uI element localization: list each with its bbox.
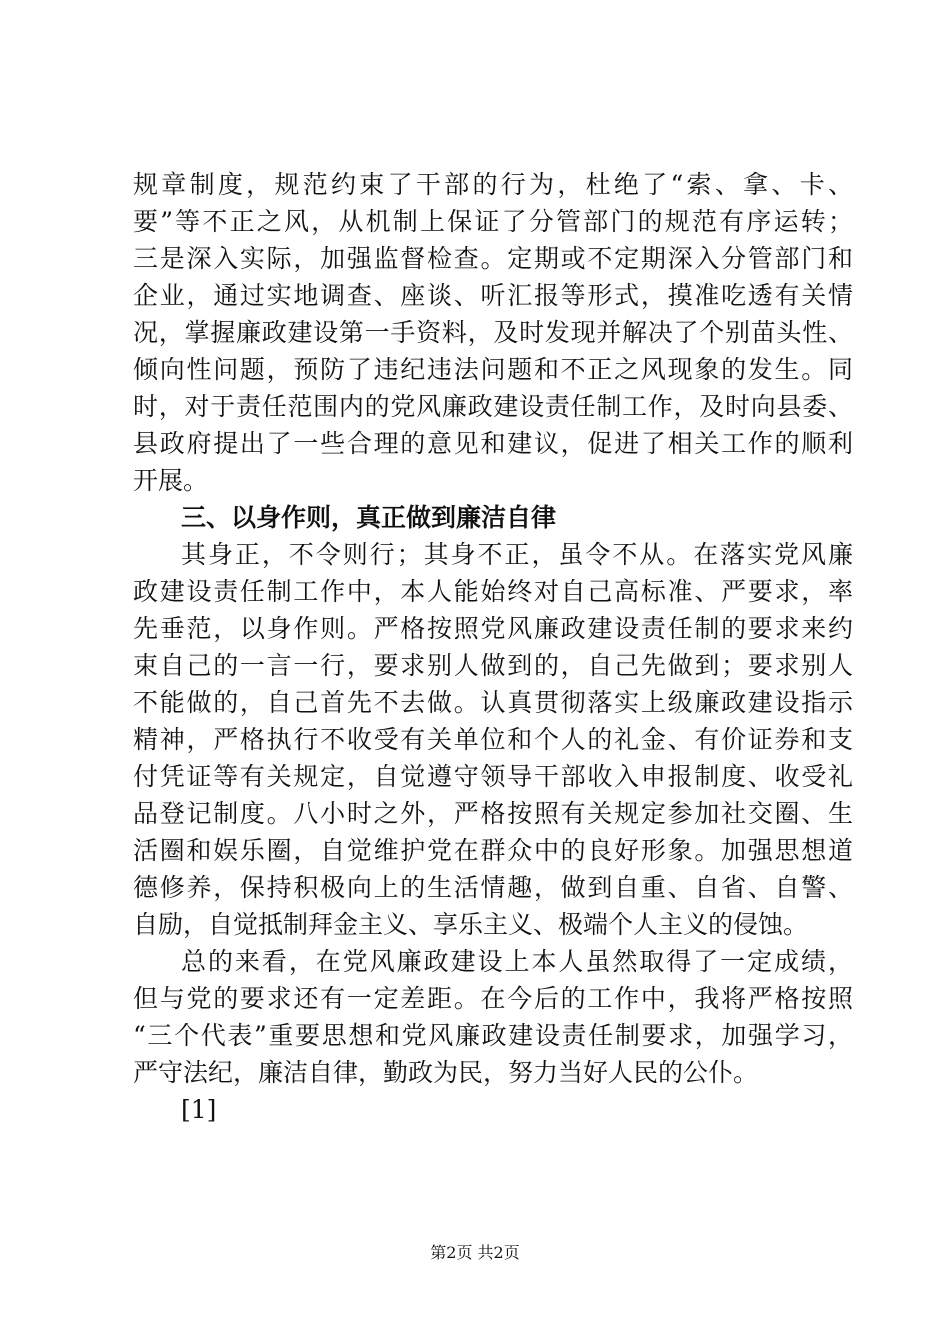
text-line: 德修养，保持积极向上的生活情趣，做到自重、自省、自警、 bbox=[133, 873, 853, 902]
text-line: 束自己的一言一行，要求别人做到的，自己先做到；要求别人 bbox=[133, 651, 853, 680]
text-line: 企业，通过实地调查、座谈、听汇报等形式，摸准吃透有关情 bbox=[133, 281, 853, 310]
text-line: 品登记制度。八小时之外，严格按照有关规定参加社交圈、生 bbox=[133, 799, 853, 828]
text-line: 况，掌握廉政建设第一手资料，及时发现并解决了个别苗头性、 bbox=[133, 318, 853, 347]
text-line: 规章制度，规范约束了干部的行为，杜绝了“索、拿、卡、 bbox=[133, 170, 853, 199]
paragraph-self-discipline bbox=[133, 536, 853, 943]
text-line: 总的来看，在党风廉政建设上本人虽然取得了一定成绩， bbox=[181, 947, 853, 976]
text-line: 倾向性问题，预防了违纪违法问题和不正之风现象的发生。同 bbox=[133, 355, 853, 384]
text-line: 政建设责任制工作中，本人能始终对自己高标准、严要求，率 bbox=[133, 577, 853, 606]
text-line: 活圈和娱乐圈，自觉维护党在群众中的良好形象。加强思想道 bbox=[133, 836, 853, 865]
text-line: 开展。 bbox=[133, 466, 209, 495]
text-line: 但与党的要求还有一定差距。在今后的工作中，我将严格按照 bbox=[133, 984, 853, 1013]
page-footer: 第2页 共2页 bbox=[430, 1243, 520, 1262]
text-line: 自励，自觉抵制拜金主义、享乐主义、极端个人主义的侵蚀。 bbox=[133, 910, 809, 939]
text-line: 其身正，不令则行；其身不正，虽令不从。在落实党风廉 bbox=[181, 540, 853, 569]
text-line: 付凭证等有关规定，自觉遵守领导干部收入申报制度、收受礼 bbox=[133, 762, 853, 791]
document-body bbox=[133, 166, 853, 1128]
section-heading: 三、以身作则，真正做到廉洁自律 bbox=[181, 503, 557, 532]
text-line: 时，对于责任范围内的党风廉政建设责任制工作，及时向县委、 bbox=[133, 392, 853, 421]
text-line: “三个代表”重要思想和党风廉政建设责任制要求，加强学习， bbox=[133, 1021, 853, 1050]
text-line: 精神，严格执行不收受有关单位和个人的礼金、有价证券和支 bbox=[133, 725, 853, 754]
reference-marker: [1] bbox=[181, 1095, 217, 1124]
text-line: 严守法纪，廉洁自律，勤政为民，努力当好人民的公仆。 bbox=[133, 1058, 759, 1087]
text-line: 先垂范，以身作则。严格按照党风廉政建设责任制的要求来约 bbox=[133, 614, 853, 643]
text-line: 县政府提出了一些合理的意见和建议，促进了相关工作的顺利 bbox=[133, 429, 853, 458]
paragraph-continuation bbox=[133, 166, 853, 499]
text-line: 要”等不正之风，从机制上保证了分管部门的规范有序运转； bbox=[133, 207, 853, 236]
text-line: 三是深入实际，加强监督检查。定期或不定期深入分管部门和 bbox=[133, 244, 853, 273]
paragraph-summary bbox=[133, 943, 853, 1091]
text-line: 不能做的，自己首先不去做。认真贯彻落实上级廉政建设指示 bbox=[133, 688, 853, 717]
